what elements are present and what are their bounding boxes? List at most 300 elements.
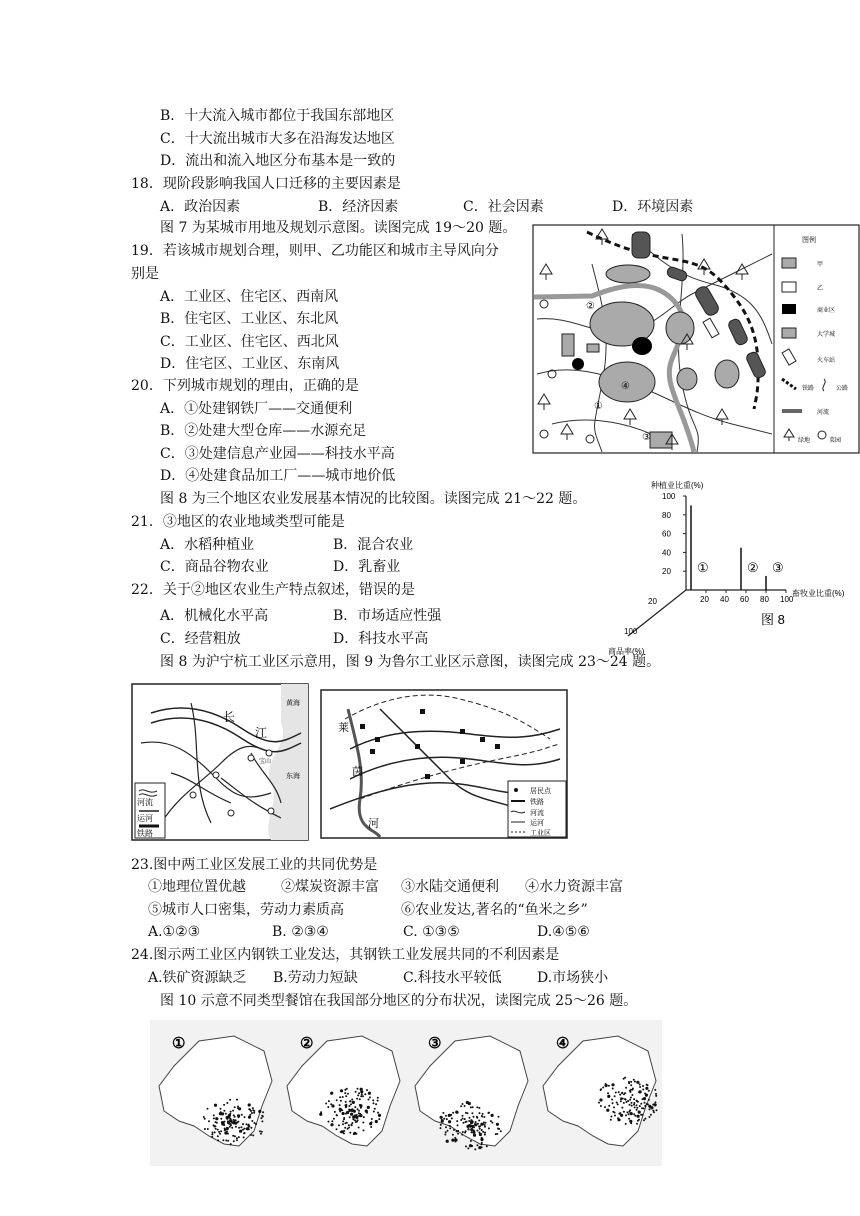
restaurant-dot <box>481 1142 483 1144</box>
restaurant-dot <box>464 1118 466 1120</box>
fig7-mark-4: ④ <box>621 381 630 392</box>
restaurant-dot <box>320 1111 322 1113</box>
restaurant-dot <box>648 1099 650 1101</box>
restaurant-dot <box>484 1132 486 1134</box>
restaurant-dot <box>261 1115 263 1117</box>
restaurant-dot <box>623 1111 625 1113</box>
restaurant-dot <box>242 1123 244 1125</box>
q24-option-a: A.铁矿资源缺乏 <box>148 970 247 986</box>
restaurant-dot <box>612 1088 614 1090</box>
restaurant-dot <box>467 1112 469 1114</box>
restaurant-dot <box>484 1134 486 1136</box>
restaurant-dot <box>621 1107 623 1109</box>
ruhr-label-he: 河 <box>368 818 379 830</box>
fig10-restaurant-maps <box>150 1020 662 1166</box>
restaurant-dot <box>484 1126 486 1128</box>
restaurant-dot <box>616 1102 618 1104</box>
restaurant-dot <box>611 1083 614 1086</box>
restaurant-dot <box>466 1121 468 1123</box>
restaurant-dot <box>377 1100 379 1102</box>
fig8-caption: 图 8 <box>761 612 785 627</box>
fig7-legend-title: 图例 <box>802 237 816 244</box>
restaurant-dot <box>340 1100 342 1102</box>
fig7-legend-university: 大学城 <box>817 332 836 338</box>
ruhr-legend-river: 河流 <box>530 810 544 817</box>
fig8-agri-chart <box>606 476 860 672</box>
restaurant-dot <box>338 1124 340 1126</box>
restaurant-dot <box>654 1089 656 1091</box>
restaurant-dot <box>460 1105 462 1107</box>
restaurant-dot <box>238 1136 240 1138</box>
restaurant-dot <box>251 1112 253 1114</box>
restaurant-dot <box>358 1092 360 1094</box>
restaurant-dot <box>474 1123 476 1125</box>
restaurant-dot <box>637 1120 639 1122</box>
hnh-label-east-sea: 东海 <box>286 773 300 780</box>
restaurant-dot <box>232 1135 234 1137</box>
restaurant-dot <box>227 1120 229 1122</box>
fig8-point-3-label: ③ <box>772 561 784 576</box>
restaurant-dot <box>214 1104 217 1107</box>
restaurant-dot <box>457 1124 459 1126</box>
restaurant-dot <box>440 1124 442 1126</box>
restaurant-dot <box>352 1101 355 1104</box>
restaurant-dot <box>342 1120 344 1122</box>
fig10-map-label: ③ <box>428 1034 442 1052</box>
restaurant-dot <box>344 1127 346 1129</box>
restaurant-dot <box>373 1111 375 1113</box>
fig7-legend-jia: 甲 <box>817 262 824 268</box>
restaurant-dot <box>639 1105 641 1107</box>
restaurant-dot <box>480 1123 483 1126</box>
restaurant-dot <box>261 1131 263 1133</box>
restaurant-dot <box>244 1116 246 1118</box>
q24-stem: 24.图示两工业区内钢铁工业发达，其钢铁工业发展共同的不利因素是 <box>131 947 560 963</box>
restaurant-dot <box>220 1111 222 1113</box>
q18-option-a: A．政治因素 <box>160 199 241 215</box>
restaurant-dot <box>496 1123 499 1126</box>
restaurant-dot <box>476 1116 478 1118</box>
q19-option-c: C．工业区、住宅区、西北风 <box>160 334 339 350</box>
restaurant-dot <box>208 1120 210 1122</box>
fig7-mark-1: ① <box>594 401 603 412</box>
restaurant-dot <box>482 1131 484 1133</box>
restaurant-dot <box>348 1124 350 1126</box>
restaurant-dot <box>472 1131 475 1134</box>
restaurant-dot <box>446 1118 448 1120</box>
restaurant-dot <box>628 1081 630 1083</box>
restaurant-dot <box>656 1109 658 1111</box>
restaurant-dot <box>215 1117 218 1120</box>
restaurant-dot <box>340 1131 342 1133</box>
restaurant-dot <box>212 1132 214 1134</box>
restaurant-dot <box>378 1114 381 1117</box>
restaurant-dot <box>470 1128 473 1131</box>
restaurant-dot <box>348 1105 350 1107</box>
restaurant-dot <box>260 1117 262 1119</box>
hnh-legend-railway: 铁路 <box>137 829 153 838</box>
restaurant-dot <box>373 1102 375 1104</box>
restaurant-dot <box>599 1098 602 1101</box>
restaurant-dot <box>229 1099 231 1101</box>
restaurant-dot <box>470 1106 472 1108</box>
restaurant-dot <box>473 1134 476 1137</box>
restaurant-dot <box>339 1096 341 1098</box>
restaurant-dot <box>222 1139 224 1141</box>
restaurant-dot <box>630 1112 633 1115</box>
restaurant-dot <box>468 1102 471 1105</box>
restaurant-dot <box>237 1121 239 1123</box>
restaurant-dot <box>363 1129 365 1131</box>
restaurant-dot <box>204 1128 206 1130</box>
restaurant-dot <box>467 1147 469 1149</box>
restaurant-dot <box>357 1108 359 1110</box>
restaurant-dot <box>613 1106 615 1108</box>
restaurant-dot <box>487 1112 489 1114</box>
restaurant-dot <box>331 1120 333 1122</box>
fig9-intro: 图 8 为沪宁杭工业区示意用，图 9 为鲁尔工业区示意图，读图完成 23～24 题。 <box>160 654 661 670</box>
restaurant-dot <box>367 1106 370 1109</box>
restaurant-dot <box>598 1102 600 1104</box>
q19-option-a: A．工业区、住宅区、西南风 <box>160 289 339 305</box>
restaurant-dot <box>319 1113 322 1116</box>
restaurant-dot <box>248 1116 251 1119</box>
restaurant-dot <box>468 1128 470 1130</box>
restaurant-dot <box>636 1123 638 1125</box>
restaurant-dot <box>259 1130 261 1132</box>
fig8-y-tick-label: 80 <box>662 510 671 520</box>
restaurant-dot <box>600 1105 602 1107</box>
restaurant-dot <box>353 1132 356 1135</box>
restaurant-dot <box>477 1130 479 1132</box>
restaurant-dot <box>611 1099 613 1101</box>
restaurant-dot <box>230 1118 232 1120</box>
restaurant-dot <box>215 1121 217 1123</box>
restaurant-dot <box>245 1123 247 1125</box>
restaurant-dot <box>250 1134 252 1136</box>
restaurant-dot <box>483 1116 485 1118</box>
fig7-legend-road: 公路 <box>836 386 849 392</box>
restaurant-dot <box>345 1095 347 1097</box>
q17-option-c: C．十大流出城市大多在沿海发达地区 <box>160 131 395 147</box>
restaurant-dot <box>622 1098 624 1100</box>
restaurant-dot <box>485 1122 487 1124</box>
restaurant-dot <box>484 1124 486 1126</box>
restaurant-dot <box>625 1087 627 1089</box>
restaurant-dot <box>633 1113 635 1115</box>
restaurant-dot <box>207 1128 209 1130</box>
restaurant-dot <box>366 1089 368 1091</box>
restaurant-dot <box>628 1113 630 1115</box>
restaurant-dot <box>251 1120 253 1122</box>
restaurant-dot <box>354 1106 356 1108</box>
restaurant-dot <box>363 1116 365 1118</box>
restaurant-dot <box>440 1116 443 1119</box>
restaurant-dot <box>629 1109 631 1111</box>
restaurant-dot <box>371 1118 373 1120</box>
restaurant-dot <box>207 1108 209 1110</box>
restaurant-dot <box>374 1108 376 1110</box>
restaurant-dot <box>479 1128 481 1130</box>
restaurant-dot <box>644 1118 646 1120</box>
restaurant-dot <box>250 1110 252 1112</box>
q23-option-a: A.①②③ <box>148 924 201 940</box>
q20-option-b: B．②处建大型仓库——水源充足 <box>160 423 367 439</box>
q23-stem: 23.图中两工业区发展工业的共同优势是 <box>131 857 378 873</box>
restaurant-dot <box>639 1086 641 1088</box>
restaurant-dot <box>628 1118 630 1120</box>
restaurant-dot <box>342 1123 344 1125</box>
restaurant-dot <box>348 1109 350 1111</box>
q21-option-a: A．水稻种植业 <box>160 537 255 553</box>
q22-option-c: C．经营粗放 <box>160 631 241 647</box>
restaurant-dot <box>497 1128 499 1130</box>
hnh-legend-canal: 运河 <box>137 814 153 823</box>
restaurant-dot <box>350 1113 352 1115</box>
restaurant-dot <box>610 1119 612 1121</box>
restaurant-dot <box>252 1107 254 1109</box>
restaurant-dot <box>600 1089 602 1091</box>
q18-option-d: D．环境因素 <box>612 199 694 215</box>
restaurant-dot <box>462 1122 464 1124</box>
fig10-map-label: ① <box>172 1034 186 1052</box>
restaurant-dot <box>343 1130 345 1132</box>
restaurant-dot <box>330 1123 333 1126</box>
restaurant-dot <box>353 1110 355 1112</box>
fig8-z-tick-label: 100 <box>624 627 638 636</box>
restaurant-dot <box>634 1081 636 1083</box>
restaurant-dot <box>654 1101 656 1103</box>
restaurant-dot <box>471 1145 473 1147</box>
restaurant-dot <box>227 1140 229 1142</box>
restaurant-dot <box>605 1083 607 1085</box>
restaurant-dot <box>646 1084 648 1086</box>
restaurant-dot <box>471 1131 473 1133</box>
restaurant-dot <box>488 1127 490 1129</box>
q23-item-1: ①地理位置优越 <box>148 879 246 895</box>
fig10-map-label: ④ <box>556 1034 570 1052</box>
fig7-intro: 图 7 为某城市用地及规划示意图。读图完成 19～20 题。 <box>160 220 517 236</box>
restaurant-dot <box>343 1118 345 1120</box>
q24-option-c: C.科技水平较低 <box>403 970 502 986</box>
restaurant-dot <box>639 1084 641 1086</box>
restaurant-dot <box>648 1105 651 1108</box>
restaurant-dot <box>226 1116 229 1119</box>
q23-item-3: ③水陆交通便利 <box>401 879 499 895</box>
restaurant-dot <box>469 1125 471 1127</box>
fig-hunin-hang-map <box>131 683 309 841</box>
restaurant-dot <box>644 1102 646 1104</box>
restaurant-dot <box>649 1108 651 1110</box>
restaurant-dot <box>448 1120 451 1123</box>
restaurant-dot <box>636 1109 638 1111</box>
restaurant-dot <box>462 1103 464 1105</box>
restaurant-dot <box>233 1140 235 1142</box>
restaurant-dot <box>358 1110 360 1112</box>
restaurant-dot <box>602 1087 604 1089</box>
restaurant-dot <box>479 1133 482 1136</box>
restaurant-dot <box>640 1103 642 1105</box>
restaurant-dot <box>620 1098 622 1100</box>
fig7-legend-garden: 菜园 <box>829 438 842 444</box>
restaurant-dot <box>214 1131 216 1133</box>
restaurant-dot <box>211 1136 213 1138</box>
fig8-z-tick-label: 20 <box>648 597 657 606</box>
q23-option-d: D.④⑤⑥ <box>537 924 590 940</box>
restaurant-dot <box>345 1101 347 1103</box>
fig7-legend-station: 火车站 <box>817 358 836 364</box>
restaurant-dot <box>474 1148 476 1150</box>
restaurant-dot <box>446 1140 449 1143</box>
restaurant-dot <box>617 1103 619 1105</box>
restaurant-dot <box>440 1127 442 1129</box>
restaurant-dot <box>344 1092 346 1094</box>
restaurant-dot <box>655 1095 657 1097</box>
restaurant-dot <box>627 1100 629 1102</box>
ruhr-legend-settlement: 居民点 <box>530 788 551 795</box>
restaurant-dot <box>248 1103 251 1106</box>
fig8-point-2-label: ② <box>747 561 759 576</box>
restaurant-dot <box>349 1132 351 1134</box>
restaurant-dot <box>226 1131 228 1133</box>
restaurant-dot <box>457 1130 459 1132</box>
restaurant-dot <box>453 1129 455 1131</box>
q23-item-6: ⑥农业发达,著名的“鱼米之乡” <box>401 902 588 918</box>
restaurant-dot <box>236 1139 238 1141</box>
fig8-x-tick-label: 20 <box>700 595 709 604</box>
q19-stem-line2: 别是 <box>131 266 159 282</box>
restaurant-dot <box>638 1111 641 1114</box>
restaurant-dot <box>608 1105 610 1107</box>
restaurant-dot <box>479 1125 481 1127</box>
restaurant-dot <box>445 1131 447 1133</box>
q19-stem-line1: 19．若该城市规划合理，则甲、乙功能区和城市主导风向分 <box>131 243 499 259</box>
restaurant-dot <box>356 1121 358 1123</box>
restaurant-dot <box>476 1144 478 1146</box>
restaurant-dot <box>457 1133 459 1135</box>
restaurant-dot <box>451 1117 453 1119</box>
restaurant-dot <box>342 1096 344 1098</box>
fig8-y-tick-label: 40 <box>662 548 671 558</box>
hnh-label-jiang: 江 <box>255 726 268 740</box>
q21-option-b: B．混合农业 <box>333 537 414 553</box>
restaurant-dot <box>636 1107 638 1109</box>
restaurant-dot <box>325 1103 327 1105</box>
restaurant-dot <box>226 1102 228 1104</box>
restaurant-dot <box>652 1104 654 1106</box>
restaurant-dot <box>470 1140 472 1142</box>
q23-item-5: ⑤城市人口密集，劳动力素质高 <box>148 902 344 918</box>
restaurant-dot <box>218 1131 220 1133</box>
restaurant-dot <box>648 1116 650 1118</box>
restaurant-dot <box>211 1133 213 1135</box>
restaurant-dot <box>377 1112 379 1114</box>
restaurant-dot <box>250 1127 252 1129</box>
restaurant-dot <box>223 1124 225 1126</box>
fig7-mark-3: ③ <box>642 432 651 443</box>
restaurant-dot <box>452 1134 454 1136</box>
restaurant-dot <box>477 1123 479 1125</box>
fig8-x-label: 畜牧业比重(%) <box>792 589 845 598</box>
restaurant-dot <box>364 1093 366 1095</box>
restaurant-dot <box>631 1102 633 1104</box>
restaurant-dot <box>629 1104 631 1106</box>
restaurant-dot <box>441 1119 443 1121</box>
restaurant-dot <box>220 1118 222 1120</box>
restaurant-dot <box>643 1119 645 1121</box>
fig8-y-tick-label: 20 <box>662 567 671 577</box>
restaurant-dot <box>618 1091 620 1093</box>
fig10-map-label: ② <box>300 1034 314 1052</box>
restaurant-dot <box>232 1110 234 1112</box>
fig8-x-tick-label: 100 <box>780 595 794 604</box>
restaurant-dot <box>633 1102 635 1104</box>
restaurant-dot <box>217 1135 219 1137</box>
restaurant-dot <box>224 1128 226 1130</box>
fig8-x-tick-label: 40 <box>720 595 729 604</box>
fig7-legend-commercial: 商业区 <box>817 308 836 314</box>
restaurant-dot <box>328 1100 330 1102</box>
restaurant-dot <box>630 1084 632 1086</box>
q21-stem: 21．③地区的农业地域类型可能是 <box>131 514 345 530</box>
restaurant-dot <box>351 1099 353 1101</box>
restaurant-dot <box>217 1129 219 1131</box>
restaurant-dot <box>334 1111 336 1113</box>
restaurant-dot <box>606 1109 609 1112</box>
fig8-point-1-label: ① <box>697 561 709 576</box>
restaurant-dot <box>204 1118 206 1120</box>
fig7-legend-green: 绿地 <box>798 438 811 444</box>
fig8-z-label: 商品率(%) <box>608 647 645 656</box>
restaurant-dot <box>255 1123 257 1125</box>
restaurant-dot <box>244 1128 246 1130</box>
restaurant-dot <box>619 1112 621 1114</box>
restaurant-dot <box>223 1104 225 1106</box>
restaurant-dot <box>633 1098 635 1100</box>
restaurant-dot <box>239 1130 242 1133</box>
restaurant-dot <box>630 1081 632 1083</box>
restaurant-dot <box>486 1145 488 1147</box>
restaurant-dot <box>633 1079 635 1081</box>
restaurant-dot <box>369 1096 371 1098</box>
restaurant-dot <box>231 1127 233 1129</box>
restaurant-dot <box>464 1132 466 1134</box>
restaurant-dot <box>473 1116 475 1118</box>
restaurant-dot <box>262 1111 264 1113</box>
restaurant-dot <box>213 1126 215 1128</box>
restaurant-dot <box>349 1116 351 1118</box>
restaurant-dot <box>357 1088 359 1090</box>
restaurant-dot <box>361 1093 363 1095</box>
restaurant-dot <box>327 1106 329 1108</box>
restaurant-dot <box>235 1126 237 1128</box>
fig8-y-tick-label: 60 <box>662 529 671 539</box>
restaurant-dot <box>253 1112 255 1114</box>
restaurant-dot <box>372 1099 374 1101</box>
restaurant-dot <box>481 1115 483 1117</box>
q23-item-4: ④水力资源丰富 <box>525 879 623 895</box>
restaurant-dot <box>642 1085 644 1087</box>
restaurant-dot <box>624 1077 626 1079</box>
restaurant-dot <box>261 1120 263 1122</box>
restaurant-dot <box>225 1140 227 1142</box>
hnh-label-chang: 长 <box>223 710 236 724</box>
ruhr-legend-industrial-zone: 工业区 <box>530 830 551 837</box>
restaurant-dot <box>220 1108 222 1110</box>
restaurant-dot <box>237 1107 239 1109</box>
restaurant-dot <box>356 1098 358 1100</box>
hnh-label-yellow-sea: 黄海 <box>286 700 300 707</box>
